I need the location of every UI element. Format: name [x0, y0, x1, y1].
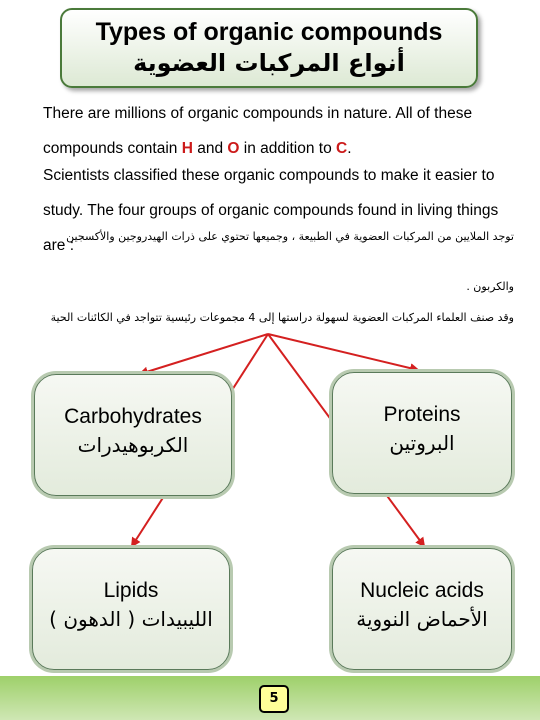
group-box-nucleic-acids — [332, 548, 512, 670]
element-h: H — [181, 140, 193, 157]
group-label-en: Proteins — [383, 403, 461, 426]
title-english: Types of organic compounds — [95, 18, 443, 46]
group-label-ar: الليبيدات ( الدهون ) — [49, 607, 213, 631]
arabic-line-1: توجد الملايين من المركبات العضوية في الطبيعة ، وجميعها تحتوي على ذرات الهيدروجين والأكسجين — [66, 230, 514, 243]
title-arabic: أنواع المركبات العضوية — [133, 49, 405, 77]
group-box-proteins — [332, 372, 512, 494]
arabic-line-2: والكربون . — [466, 280, 514, 293]
group-label-ar: البروتين — [389, 431, 455, 455]
arabic-line-3: وقد صنف العلماء المركبات العضوية لسهولة دراستها إلى 4 مجموعات رئيسية تتواجد في الكائنات الحية — [50, 311, 514, 324]
group-label-ar: الكربوهيدرات — [77, 433, 189, 457]
group-label-en: Nucleic acids — [360, 579, 484, 602]
page-number: 5 — [259, 685, 289, 713]
intro-paragraph-2: Scientists classified these organic compounds to make it easier to study. The four groups of organic compounds found in living things are : — [43, 167, 499, 254]
intro-paragraph-1: There are millions of organic compounds in nature. All of these compounds contain H and O in addition to C. — [43, 105, 473, 157]
group-box-carbohydrates — [34, 374, 232, 496]
element-c: C — [336, 140, 348, 157]
group-label-en: Lipids — [103, 579, 159, 602]
group-label-ar: الأحماض النووية — [356, 607, 488, 631]
group-box-lipids — [32, 548, 230, 670]
element-o: O — [227, 140, 240, 157]
group-label-en: Carbohydrates — [64, 405, 202, 428]
arrow-to-carbohydrates — [140, 334, 268, 374]
